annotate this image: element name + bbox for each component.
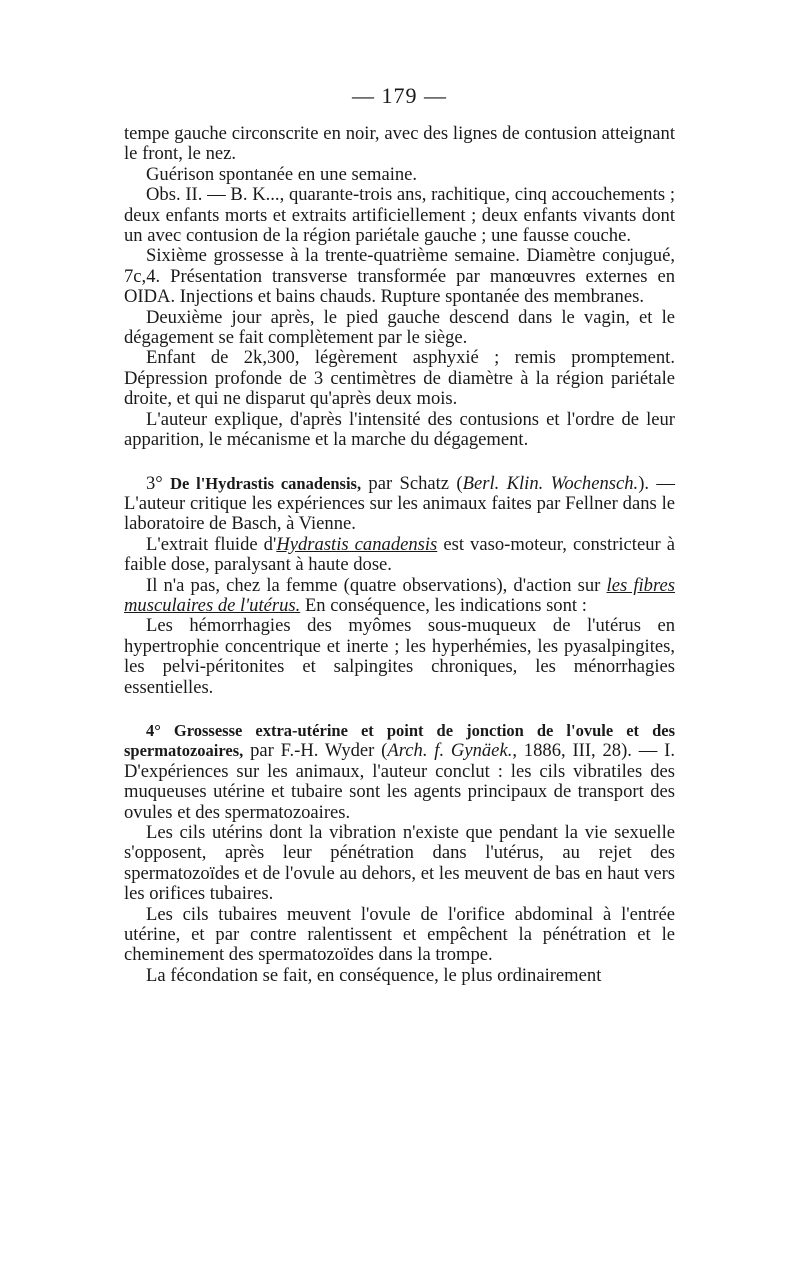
section-3-heading [124, 474, 675, 535]
paragraph [124, 535, 675, 576]
text-run: est vaso-moteur, constricteur à faible dose, paralysant à haute dose. [124, 533, 676, 576]
section-title: 4° Grossesse extra-utérine et point de jonction de l'ovule et des spermatozoaires, [124, 720, 675, 761]
journal-title: Berl. Klin. Wochensch. [462, 472, 639, 494]
section-author: par F.-H. Wyder ( [243, 740, 388, 762]
section-text: ). — L'auteur critique les expériences sur les animaux faites par Fellner dans le laboratoire de Basch, à Vienne. [124, 472, 675, 535]
paragraph: L'auteur explique, d'après l'intensité des contusions et l'ordre de leur apparition, le mécanisme et la marche du dégagement. [124, 408, 675, 451]
text-run: En conséquence, les indications sont : [300, 594, 587, 616]
italic-term: les fibres musculaires de l'utérus. [124, 574, 675, 616]
text-run: Il n'a pas, chez la femme (quatre observations), d'action sur [146, 574, 607, 596]
section-author: par Schatz ( [361, 472, 463, 494]
section-text: , 1886, III, 28). — I. D'expériences sur les animaux, l'auteur conclut : les cils vibratiles des muqueuses utérine et tubaire sont les agents principaux de transport des ovules et des spermatozoaires. [124, 740, 675, 823]
paragraph: tempe gauche circonscrite en noir, avec des lignes de contusion atteignant le front, le nez. [124, 123, 675, 165]
paragraph: Les cils utérins dont la vibration n'existe que pendant la vie sexuelle s'opposent, après leur pénétration dans l'utérus, au rejet des spermatozoïdes et de l'ovule au dehors, et les meuvent de bas en haut vers les orifices tubaires. [124, 822, 675, 905]
paragraph: Les hémorrhagies des myômes sous-muqueux de l'utérus en hypertrophie concentrique et inerte ; les hyperhémies, les pyasalpingites, les pelvi-péritonites et salpingites chroniques, les ménorrhagies essentielles. [124, 615, 675, 698]
paragraph: Enfant de 2k,300, légèrement asphyxié ; remis promptement. Dépression profonde de 3 centimètres de diamètre à la région pariétale droite, et qui ne disparut qu'après deux mois. [124, 347, 675, 410]
paragraph: Obs. II. — B. K..., quarante-trois ans, rachitique, cinq accouchements ; deux enfants morts et extraits artificiellement ; deux enfants vivants dont un avec contusion de la région pariétale gauche ; une fausse couche. [124, 184, 675, 247]
paragraph: Les cils tubaires meuvent l'ovule de l'orifice abdominal à l'entrée utérine, et par contre ralentissent et empêchent la pénétration et le cheminement des spermatozoïdes dans la trompe. [124, 903, 675, 966]
journal-title: Arch. f. Gynäek. [387, 740, 513, 762]
paragraph: Guérison spontanée en une semaine. [146, 163, 418, 185]
paragraph: Deuxième jour après, le pied gauche descend dans le vagin, et le dégagement se fait complètement par le siège. [124, 306, 675, 349]
page-number: — 179 — [352, 83, 447, 108]
paragraph: La fécondation se fait, en conséquence, le plus ordinairement [146, 964, 602, 986]
italic-term: Hydrastis canadensis [276, 533, 438, 555]
paragraph: Sixième grossesse à la trente-quatrième semaine. Diamètre conjugué, 7c,4. Présentation transverse transformée par manœuvres externes en OIDA. Injections et bains chauds. Rupture spontanée des membranes. [124, 245, 675, 308]
section-4-heading [124, 721, 675, 823]
section-number: 3° [146, 472, 171, 494]
section-title: De l'Hydrastis canadensis, [170, 473, 362, 493]
body-text [124, 124, 675, 986]
paragraph [124, 576, 675, 617]
text-run: L'extrait fluide d' [146, 533, 277, 555]
